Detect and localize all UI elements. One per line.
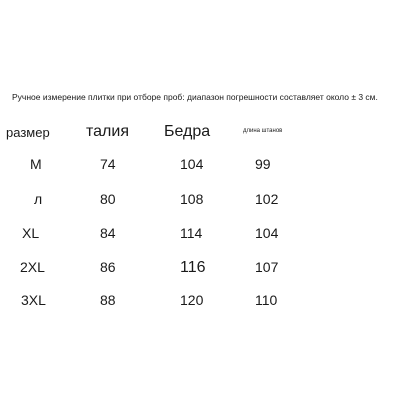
header-pants-length: длина штанов bbox=[243, 128, 283, 134]
waist-cell: 80 bbox=[100, 191, 116, 207]
size-cell: 3XL bbox=[21, 292, 46, 308]
waist-cell: 74 bbox=[100, 156, 116, 172]
hips-cell: 116 bbox=[180, 259, 206, 276]
hips-cell: 120 bbox=[180, 292, 204, 308]
size-cell: XL bbox=[22, 225, 40, 241]
length-cell: 99 bbox=[255, 156, 271, 172]
size-cell: л bbox=[34, 191, 43, 207]
waist-cell: 84 bbox=[100, 225, 116, 241]
size-cell: 2XL bbox=[20, 259, 45, 275]
length-cell: 104 bbox=[255, 225, 279, 241]
measurement-note: Ручное измерение плитки при отборе проб: диапазон погрешности составляет около ± 3 см. bbox=[12, 92, 378, 102]
hips-cell: 108 bbox=[180, 191, 204, 207]
length-cell: 107 bbox=[255, 259, 279, 275]
length-cell: 110 bbox=[255, 292, 278, 308]
hips-cell: 114 bbox=[180, 225, 203, 241]
length-cell: 102 bbox=[255, 191, 279, 207]
waist-cell: 88 bbox=[100, 292, 116, 308]
header-hips: Бедра bbox=[164, 123, 211, 140]
header-size: размер bbox=[6, 125, 50, 140]
waist-cell: 86 bbox=[100, 259, 116, 275]
header-waist: талия bbox=[86, 123, 129, 140]
size-cell: M bbox=[30, 156, 42, 172]
hips-cell: 104 bbox=[180, 156, 204, 172]
